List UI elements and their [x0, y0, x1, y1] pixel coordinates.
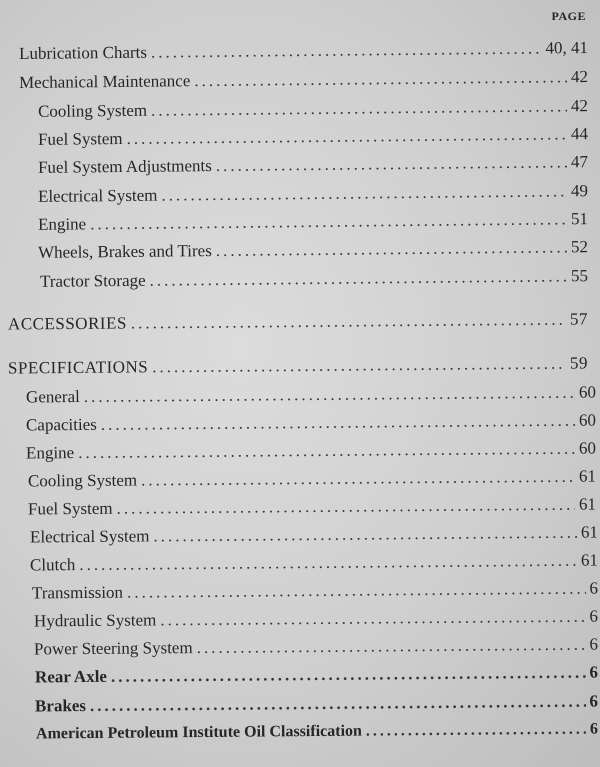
toc-entry-tractor-storage	[40, 266, 588, 292]
toc-entry-label: Cooling System	[27, 470, 138, 491]
toc-entry-label: Clutch	[29, 555, 76, 575]
toc-entry-hydraulic-system	[34, 607, 598, 632]
toc-entry-page: 6	[589, 578, 599, 598]
dot-leader	[78, 439, 575, 463]
toc-entry-label: Cooling System	[37, 100, 148, 121]
dot-leader	[153, 523, 577, 547]
toc-entry-label: Fuel System	[27, 498, 113, 519]
toc-entry-power-steering-system	[34, 635, 598, 660]
toc-entry-page: 61	[580, 522, 599, 542]
toc-entry-page: 6	[589, 691, 599, 711]
toc-entry-cooling-system	[38, 96, 588, 122]
toc-entry-page: 40, 41	[545, 38, 589, 58]
toc-entry-wheels-brakes-tires	[38, 237, 588, 263]
dot-leader	[90, 209, 567, 234]
toc-entry-page: 6	[589, 662, 599, 682]
toc-entry-page: 42	[570, 96, 589, 116]
toc-entry-general	[26, 383, 596, 408]
toc-entry-label: Fuel System	[37, 128, 123, 149]
dot-leader	[160, 607, 585, 631]
dot-leader	[216, 152, 567, 176]
toc-entry-fuel-system	[38, 124, 588, 150]
toc-entry-lubrication-charts	[19, 38, 588, 64]
toc-entry-rear-axle	[35, 663, 598, 688]
toc-entry-page: 47	[570, 152, 589, 172]
toc-entry-spec-cooling-system	[28, 467, 596, 492]
dot-leader	[126, 124, 567, 149]
dot-leader	[101, 411, 575, 435]
dot-leader	[84, 383, 575, 407]
toc-entry-transmission	[32, 579, 598, 604]
toc-entry-spec-fuel-system	[28, 495, 596, 520]
toc-entry-label: Electrical System	[37, 185, 158, 206]
toc-entry-api-oil-classification	[36, 720, 598, 745]
dot-leader	[127, 579, 586, 603]
toc-entry-page: 61	[578, 466, 597, 486]
toc-entry-label: Brakes	[34, 696, 87, 716]
toc-entry-page: 60	[578, 410, 597, 430]
toc-entry-label: Engine	[37, 214, 87, 234]
toc-entry-page: 60	[578, 382, 597, 402]
dot-leader	[150, 266, 568, 290]
toc-entry-label: Rear Axle	[34, 666, 108, 687]
toc-entry-label: Hydraulic System	[33, 610, 157, 631]
toc-entry-mechanical-maintenance	[19, 67, 588, 93]
toc-entry-engine	[38, 209, 588, 235]
dot-leader	[161, 181, 567, 205]
dot-leader	[366, 720, 586, 742]
toc-entry-label: American Petroleum Institute Oil Classification	[35, 722, 362, 743]
toc-entry-label: Tractor Storage	[39, 270, 146, 291]
dot-leader	[141, 467, 575, 491]
toc-entry-page: 44	[570, 124, 589, 144]
toc-entry-electrical-system	[38, 181, 588, 207]
dot-leader	[216, 237, 567, 261]
toc-entry-brakes	[35, 692, 598, 717]
toc-entry-spec-engine	[26, 439, 596, 464]
toc-entry-page: 59	[569, 353, 589, 373]
dot-leader	[131, 310, 566, 334]
dot-leader	[152, 354, 566, 378]
toc-entry-page: 49	[570, 181, 589, 201]
toc-entry-label: Power Steering System	[33, 638, 193, 659]
toc-entry-page: 42	[570, 67, 589, 87]
toc-entry-page: 61	[578, 494, 597, 514]
toc-entry-page: 55	[570, 266, 589, 286]
page-column-header: PAGE	[551, 9, 586, 23]
toc-entry-accessories	[8, 309, 588, 334]
toc-entry-page: 60	[578, 438, 597, 458]
toc-entry-fuel-system-adjustments	[38, 152, 588, 178]
dot-leader	[79, 551, 577, 575]
toc-entry-page: 61	[580, 550, 599, 570]
toc-entry-label: SPECIFICATIONS	[7, 357, 149, 378]
toc-entry-label: Wheels, Brakes and Tires	[37, 241, 212, 262]
toc-entry-page: 6	[589, 634, 599, 654]
dot-leader	[151, 39, 542, 63]
toc-entry-page: 52	[570, 237, 589, 257]
toc-entry-label: Transmission	[31, 582, 124, 603]
dot-leader	[111, 663, 586, 687]
toc-entry-label: Capacities	[25, 414, 97, 435]
dot-leader	[151, 96, 567, 120]
toc-entry-label: Fuel System Adjustments	[37, 156, 212, 177]
toc-entry-spec-electrical-system	[30, 523, 598, 548]
dot-leader	[90, 692, 586, 716]
dot-leader	[194, 67, 567, 91]
toc-entry-label: Mechanical Maintenance	[18, 71, 191, 92]
toc-entry-label: Engine	[25, 443, 75, 463]
toc-entry-page: 6	[589, 606, 599, 626]
toc-entry-page: 57	[569, 309, 589, 329]
toc-entry-page: 51	[570, 209, 589, 229]
dot-leader	[197, 635, 586, 658]
toc-entry-page: 6	[589, 720, 599, 738]
toc-entry-specifications	[8, 353, 588, 378]
toc-entry-label: Electrical System	[29, 526, 150, 547]
toc-entry-label: General	[25, 387, 80, 407]
dot-leader	[116, 495, 575, 519]
toc-entry-label: ACCESSORIES	[7, 313, 127, 334]
toc-entry-label: Lubrication Charts	[18, 42, 148, 63]
toc-entry-clutch	[30, 551, 598, 576]
toc-entry-capacities	[26, 411, 596, 436]
